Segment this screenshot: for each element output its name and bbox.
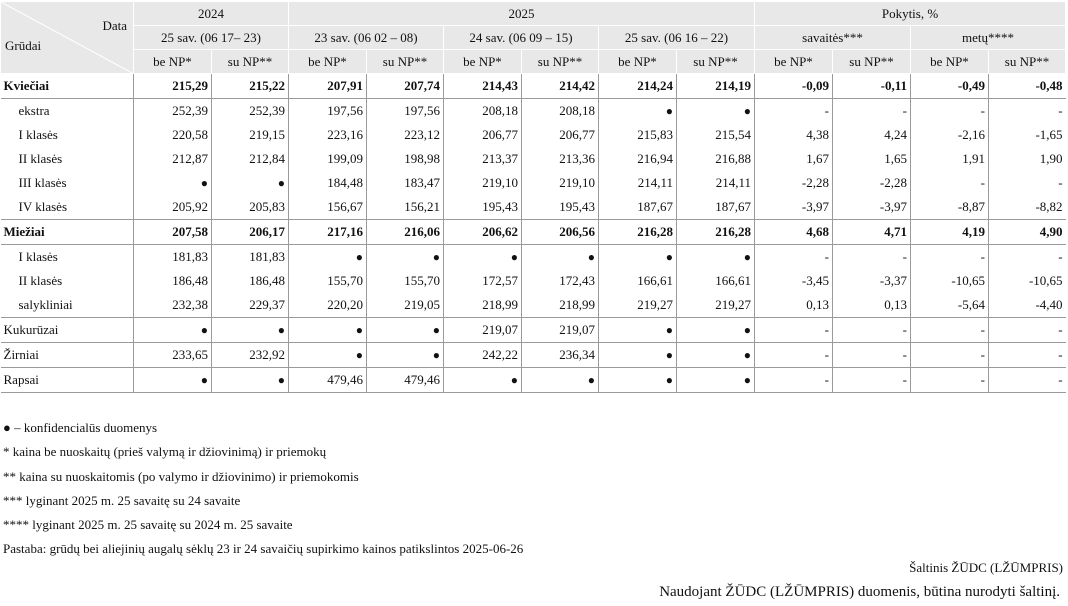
grain-price-table bbox=[0, 1, 1066, 393]
value-cell: -3,37 bbox=[833, 269, 911, 293]
value-cell: ● bbox=[599, 343, 677, 368]
value-cell: ● bbox=[599, 318, 677, 343]
table-row bbox=[1, 195, 1066, 220]
table-row bbox=[1, 171, 1066, 195]
value-cell: 208,18 bbox=[444, 99, 522, 124]
su-np-header: su NP** bbox=[989, 50, 1066, 74]
value-cell: -10,65 bbox=[1028, 273, 1063, 288]
value-cell: ● bbox=[677, 99, 755, 124]
value-cell: - bbox=[911, 318, 989, 343]
value-cell: ● bbox=[212, 171, 289, 195]
value-cell: ● bbox=[677, 318, 755, 343]
footnote: * kaina be nuoskaitų (prieš valymą ir džiovinimą) ir priemokų bbox=[3, 444, 327, 460]
value-cell: 214,42 bbox=[522, 74, 599, 99]
value-cell: - bbox=[989, 245, 1066, 270]
be-np-header: be NP* bbox=[289, 50, 367, 74]
week-header: 25 sav. (06 16 – 22) bbox=[599, 26, 755, 50]
value-cell: - bbox=[989, 368, 1066, 393]
value-cell: ● bbox=[367, 343, 444, 368]
value-cell: 216,94 bbox=[599, 147, 677, 171]
value-cell: ● bbox=[289, 343, 367, 368]
value-cell: -5,64 bbox=[911, 293, 989, 318]
pokytis-header: Pokytis, % bbox=[755, 2, 1066, 26]
value-cell: 219,10 bbox=[444, 171, 522, 195]
value-cell: 212,84 bbox=[212, 147, 289, 171]
value-cell: -3,97 bbox=[755, 195, 833, 220]
value-cell: -2,16 bbox=[911, 123, 989, 147]
value-cell: ● bbox=[599, 368, 677, 393]
value-cell: ● bbox=[444, 245, 522, 270]
value-cell: 252,39 bbox=[134, 99, 212, 124]
value-cell: - bbox=[833, 368, 911, 393]
value-cell: ● bbox=[289, 245, 367, 270]
value-cell: - bbox=[755, 318, 833, 343]
value-cell: - bbox=[989, 99, 1066, 124]
value-cell: - bbox=[989, 343, 1066, 368]
row-label: II klasės bbox=[1, 147, 134, 171]
footnote: ** kaina su nuoskaitomis (po valymo ir džiovinimo) ir priemokomis bbox=[3, 468, 359, 484]
table-row bbox=[1, 293, 1066, 318]
value-cell: 198,98 bbox=[367, 147, 444, 171]
table-row bbox=[1, 343, 1066, 368]
footnote: *** lyginant 2025 m. 25 savaitę su 24 savaite bbox=[3, 492, 241, 508]
value-cell: ● bbox=[599, 245, 677, 270]
value-cell: 229,37 bbox=[212, 293, 289, 318]
value-cell: 4,90 bbox=[989, 220, 1066, 245]
value-cell: -1,65 bbox=[1035, 127, 1063, 142]
value-cell: - bbox=[911, 171, 989, 195]
value-cell: - bbox=[833, 343, 911, 368]
row-label: I klasės bbox=[1, 245, 134, 270]
be-np-header: be NP* bbox=[911, 50, 989, 74]
value-cell: ● bbox=[599, 99, 677, 124]
value-cell: 214,19 bbox=[677, 74, 755, 99]
value-cell: 187,67 bbox=[599, 195, 677, 220]
value-cell: - bbox=[911, 99, 989, 124]
value-cell: -8,82 bbox=[1035, 199, 1063, 214]
value-cell: 206,56 bbox=[522, 220, 599, 245]
row-label: I klasės bbox=[1, 123, 134, 147]
value-cell: ● bbox=[444, 368, 522, 393]
value-cell: 479,46 bbox=[367, 368, 444, 393]
table-body bbox=[1, 74, 1066, 393]
value-cell: - bbox=[833, 245, 911, 270]
footnote: Pastaba: grūdų bei aliejinių augalų sėklų 23 ir 24 savaičių supirkimo kainos patikslintos 2025-06-26 bbox=[3, 541, 524, 557]
value-cell: - bbox=[755, 245, 833, 270]
value-cell: 197,56 bbox=[367, 99, 444, 124]
value-cell: 195,43 bbox=[444, 195, 522, 220]
value-cell: ● bbox=[522, 245, 599, 270]
value-cell: 0,13 bbox=[755, 293, 833, 318]
row-label: Rapsai bbox=[1, 368, 134, 393]
value-cell: 215,29 bbox=[134, 74, 212, 99]
week-header: 25 sav. (06 17– 23) bbox=[134, 26, 289, 50]
value-cell: 215,22 bbox=[212, 74, 289, 99]
value-cell: 1,91 bbox=[911, 147, 989, 171]
value-cell: -0,49 bbox=[911, 74, 989, 99]
value-cell: -3,97 bbox=[833, 195, 911, 220]
row-label: ekstra bbox=[1, 99, 134, 124]
su-np-header: su NP** bbox=[367, 50, 444, 74]
value-cell: 195,43 bbox=[522, 195, 599, 220]
value-cell: 181,83 bbox=[134, 245, 212, 270]
grudai-label: Grūdai bbox=[5, 38, 42, 53]
value-cell: 212,87 bbox=[134, 147, 212, 171]
value-cell: ● bbox=[289, 318, 367, 343]
value-cell: -0,09 bbox=[755, 74, 833, 99]
value-cell: 155,70 bbox=[367, 269, 444, 293]
value-cell: 166,61 bbox=[677, 269, 755, 293]
value-cell: 1,90 bbox=[1039, 151, 1063, 166]
value-cell: 216,88 bbox=[677, 147, 755, 171]
value-cell: 205,92 bbox=[134, 195, 212, 220]
value-cell: ● bbox=[677, 245, 755, 270]
value-cell: 214,11 bbox=[599, 171, 677, 195]
value-cell: - bbox=[833, 99, 911, 124]
value-cell: 186,48 bbox=[212, 269, 289, 293]
value-cell: ● bbox=[677, 343, 755, 368]
footnotes bbox=[3, 416, 523, 562]
value-cell: 219,15 bbox=[212, 123, 289, 147]
footnote: ● – konfidencialūs duomenys bbox=[3, 420, 158, 435]
value-cell: 215,54 bbox=[677, 123, 755, 147]
value-cell: ● bbox=[212, 368, 289, 393]
value-cell: 236,34 bbox=[522, 343, 599, 368]
value-cell: 1,67 bbox=[755, 147, 833, 171]
value-cell: 187,67 bbox=[677, 195, 755, 220]
value-cell: 1,65 bbox=[833, 147, 911, 171]
table-row bbox=[1, 99, 1066, 124]
table-row bbox=[1, 368, 1066, 393]
value-cell: 216,28 bbox=[599, 220, 677, 245]
value-cell: - bbox=[755, 343, 833, 368]
value-cell: 223,12 bbox=[367, 123, 444, 147]
value-cell: 183,47 bbox=[367, 171, 444, 195]
metu-header: metų**** bbox=[911, 26, 1066, 50]
value-cell: 156,21 bbox=[367, 195, 444, 220]
su-np-header: su NP** bbox=[522, 50, 599, 74]
value-cell: - bbox=[833, 318, 911, 343]
value-cell: 4,68 bbox=[755, 220, 833, 245]
value-cell: 232,92 bbox=[212, 343, 289, 368]
value-cell: 207,74 bbox=[367, 74, 444, 99]
value-cell: 181,83 bbox=[212, 245, 289, 270]
value-cell: 184,48 bbox=[289, 171, 367, 195]
value-cell: 218,99 bbox=[444, 293, 522, 318]
value-cell: 479,46 bbox=[289, 368, 367, 393]
table-row bbox=[1, 220, 1066, 245]
table-row bbox=[1, 123, 1066, 147]
value-cell: 219,27 bbox=[599, 293, 677, 318]
value-cell: 4,71 bbox=[833, 220, 911, 245]
row-label: II klasės bbox=[1, 269, 134, 293]
table-row bbox=[1, 245, 1066, 270]
value-cell: 206,77 bbox=[522, 123, 599, 147]
value-cell: ● bbox=[367, 318, 444, 343]
value-cell: - bbox=[911, 245, 989, 270]
value-cell: ● bbox=[212, 318, 289, 343]
corner-header bbox=[1, 2, 134, 74]
value-cell: 223,16 bbox=[289, 123, 367, 147]
value-cell: 214,11 bbox=[677, 171, 755, 195]
value-cell: 208,18 bbox=[522, 99, 599, 124]
value-cell: -4,40 bbox=[1035, 297, 1063, 312]
value-cell: 172,43 bbox=[522, 269, 599, 293]
value-cell: 233,65 bbox=[134, 343, 212, 368]
value-cell: 214,24 bbox=[599, 74, 677, 99]
table-header bbox=[1, 2, 1066, 74]
row-label: salykliniai bbox=[1, 293, 134, 318]
value-cell: 197,56 bbox=[289, 99, 367, 124]
value-cell: 252,39 bbox=[212, 99, 289, 124]
be-np-header: be NP* bbox=[444, 50, 522, 74]
value-cell: 219,27 bbox=[677, 293, 755, 318]
be-np-header: be NP* bbox=[134, 50, 212, 74]
year-2024-header: 2024 bbox=[134, 2, 289, 26]
value-cell: -3,45 bbox=[755, 269, 833, 293]
value-cell: ● bbox=[522, 368, 599, 393]
value-cell: 217,16 bbox=[289, 220, 367, 245]
value-cell: -2,28 bbox=[755, 171, 833, 195]
value-cell: 232,38 bbox=[134, 293, 212, 318]
value-cell: 172,57 bbox=[444, 269, 522, 293]
value-cell: 199,09 bbox=[289, 147, 367, 171]
value-cell: 220,58 bbox=[134, 123, 212, 147]
value-cell: -8,87 bbox=[911, 195, 989, 220]
table-row bbox=[1, 74, 1066, 99]
row-label: Miežiai bbox=[1, 220, 134, 245]
value-cell: 216,06 bbox=[367, 220, 444, 245]
value-cell: - bbox=[755, 368, 833, 393]
row-label: IV klasės bbox=[1, 195, 134, 220]
source-note: Šaltinis ŽŪDC (LŽŪMPRIS) bbox=[909, 560, 1063, 575]
value-cell: 0,13 bbox=[833, 293, 911, 318]
week-header: 24 sav. (06 09 – 15) bbox=[444, 26, 599, 50]
value-cell: 214,43 bbox=[444, 74, 522, 99]
value-cell: 207,91 bbox=[289, 74, 367, 99]
value-cell: 213,37 bbox=[444, 147, 522, 171]
usage-note: Naudojant ŽŪDC (LŽŪMPRIS) duomenis, būtina nurodyti šaltinį. bbox=[659, 584, 1060, 600]
su-np-header: su NP** bbox=[212, 50, 289, 74]
table-row bbox=[1, 269, 1066, 293]
row-label: Kukurūzai bbox=[1, 318, 134, 343]
value-cell: 216,28 bbox=[677, 220, 755, 245]
value-cell: -10,65 bbox=[911, 269, 989, 293]
value-cell: 219,05 bbox=[367, 293, 444, 318]
value-cell: 242,22 bbox=[444, 343, 522, 368]
value-cell: ● bbox=[367, 245, 444, 270]
table-row bbox=[1, 318, 1066, 343]
value-cell: - bbox=[1058, 175, 1063, 190]
value-cell: 4,19 bbox=[911, 220, 989, 245]
footnote: **** lyginant 2025 m. 25 savaitę su 2024 m. 25 savaite bbox=[3, 517, 293, 533]
value-cell: 166,61 bbox=[599, 269, 677, 293]
data-label: Data bbox=[102, 18, 127, 33]
row-label: III klasės bbox=[1, 171, 134, 195]
value-cell: 155,70 bbox=[289, 269, 367, 293]
table-row bbox=[1, 147, 1066, 171]
value-cell: - bbox=[755, 99, 833, 124]
year-2025-header: 2025 bbox=[289, 2, 755, 26]
value-cell: 219,10 bbox=[522, 171, 599, 195]
value-cell: 219,07 bbox=[444, 318, 522, 343]
value-cell: 206,62 bbox=[444, 220, 522, 245]
value-cell: 213,36 bbox=[522, 147, 599, 171]
value-cell: -2,28 bbox=[833, 171, 911, 195]
value-cell: - bbox=[989, 318, 1066, 343]
value-cell: ● bbox=[134, 368, 212, 393]
be-np-header: be NP* bbox=[755, 50, 833, 74]
row-label: Kviečiai bbox=[1, 74, 134, 99]
savaites-header: savaitės*** bbox=[755, 26, 911, 50]
be-np-header: be NP* bbox=[599, 50, 677, 74]
value-cell: 205,83 bbox=[212, 195, 289, 220]
value-cell: ● bbox=[134, 318, 212, 343]
value-cell: 206,77 bbox=[444, 123, 522, 147]
value-cell: 219,07 bbox=[522, 318, 599, 343]
value-cell: 218,99 bbox=[522, 293, 599, 318]
value-cell: ● bbox=[677, 368, 755, 393]
value-cell: 215,83 bbox=[599, 123, 677, 147]
su-np-header: su NP** bbox=[677, 50, 755, 74]
su-np-header: su NP** bbox=[833, 50, 911, 74]
value-cell: ● bbox=[134, 171, 212, 195]
value-cell: -0,48 bbox=[989, 74, 1066, 99]
value-cell: -0,11 bbox=[833, 74, 911, 99]
value-cell: 4,24 bbox=[833, 123, 911, 147]
row-label: Žirniai bbox=[1, 343, 134, 368]
value-cell: 156,67 bbox=[289, 195, 367, 220]
value-cell: 4,38 bbox=[755, 123, 833, 147]
value-cell: - bbox=[911, 343, 989, 368]
value-cell: 186,48 bbox=[134, 269, 212, 293]
value-cell: 207,58 bbox=[134, 220, 212, 245]
value-cell: - bbox=[911, 368, 989, 393]
value-cell: 206,17 bbox=[212, 220, 289, 245]
week-header: 23 sav. (06 02 – 08) bbox=[289, 26, 444, 50]
value-cell: 220,20 bbox=[289, 293, 367, 318]
